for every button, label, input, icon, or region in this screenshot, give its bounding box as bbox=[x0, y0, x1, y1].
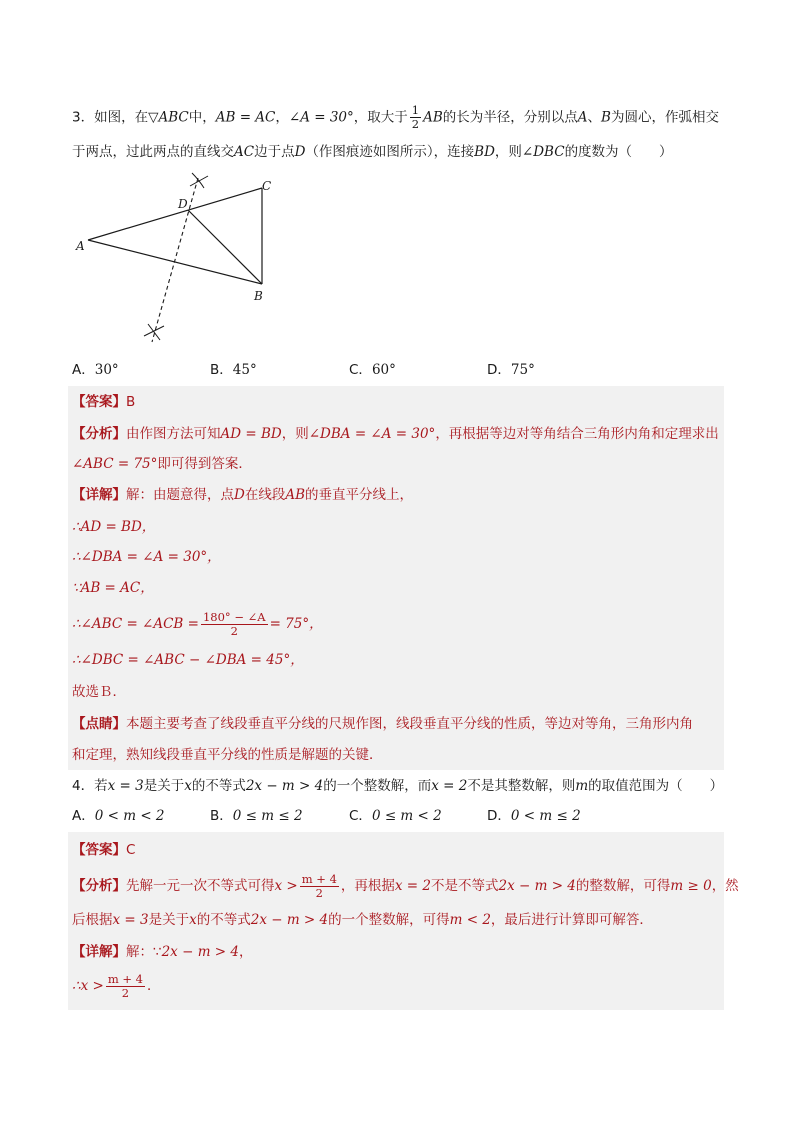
fraction-m4: $\frac{m + 4}{2}$ bbox=[301, 871, 337, 900]
math: A bbox=[577, 109, 588, 126]
q3-detail-line1: 【详解】解：由题意得，点D在线段AB的垂直平分线上， bbox=[72, 487, 413, 503]
text: 边于点 bbox=[254, 144, 295, 160]
q3-stem-line1 bbox=[72, 104, 724, 131]
math: AB = AC bbox=[215, 109, 276, 126]
triangle-figure bbox=[72, 168, 292, 358]
q3-step6: 故选Ｂ． bbox=[72, 684, 126, 700]
fraction-m4-detail: $\frac{m + 4}{2}$ bbox=[107, 971, 143, 1000]
q3-option-b[interactable]: B．45° bbox=[210, 362, 257, 378]
q3-step4: ∴∠ABC = ∠ACB = $\frac{180^\circ - \angle A}{2}$ = 75°， bbox=[72, 609, 323, 638]
q4-option-b[interactable]: B．0 ≤ m ≤ 2 bbox=[210, 808, 303, 824]
q4-step1: ∴x > $\frac{m + 4}{2}$ ． bbox=[72, 971, 161, 1000]
math: B bbox=[601, 109, 611, 126]
fraction-angle: $\frac{180^\circ - \angle A}{2}$ bbox=[202, 609, 266, 638]
q3-answer bbox=[72, 392, 724, 412]
q4-option-d[interactable]: D．0 < m ≤ 2 bbox=[487, 808, 581, 824]
math: D bbox=[294, 144, 306, 160]
q3-step3: ∵AB = AC， bbox=[72, 580, 154, 596]
text: 的度数为（ ） bbox=[564, 144, 673, 160]
math: ∠DBC bbox=[521, 144, 565, 160]
q3-stem-line2 bbox=[72, 142, 724, 162]
text: （作图痕迹如图所示），连接 bbox=[305, 144, 475, 160]
detail-tag: 【详解】 bbox=[72, 487, 126, 503]
math: AC bbox=[234, 144, 255, 160]
label-a: A bbox=[76, 239, 85, 253]
label-c: C bbox=[262, 179, 272, 193]
text: ，取大于 bbox=[353, 109, 408, 126]
math: BD bbox=[474, 144, 495, 160]
text: ， bbox=[275, 109, 289, 126]
question-number: 4． bbox=[72, 778, 95, 794]
answer-tag: 【答案】 bbox=[72, 394, 126, 410]
segment-bd bbox=[188, 210, 262, 284]
q3-step2: ∴∠DBA = ∠A = 30°， bbox=[72, 549, 221, 565]
fraction-half: $\frac{1}{2}$ bbox=[411, 103, 420, 131]
text: 如图，在 bbox=[94, 109, 149, 126]
analysis-tag: 【分析】 bbox=[72, 878, 126, 894]
q4-detail-line1: 【详解】解：∵2x − m > 4， bbox=[72, 944, 253, 960]
perpendicular-bisector bbox=[152, 178, 198, 342]
point-tag: 【点睛】 bbox=[72, 716, 126, 732]
analysis-tag: 【分析】 bbox=[72, 426, 126, 442]
label-d: D bbox=[178, 197, 188, 211]
q4-stem: 4．若x = 3是关于x的不等式2x − m > 4的一个整数解，而x = 2不是其整数解，则m的取值范围为（ ） bbox=[72, 778, 724, 794]
q3-option-a[interactable]: A．30° bbox=[72, 362, 119, 378]
q4-answer bbox=[72, 840, 724, 860]
q4-option-a[interactable]: A．0 < m < 2 bbox=[72, 808, 165, 824]
q3-analysis-line1: 【分析】由作图方法可知AD = BD，则∠DBA = ∠A = 30°，再根据等边对等角结合三角形内角和定理求出 bbox=[72, 426, 719, 442]
answer-tag: 【答案】 bbox=[72, 842, 126, 858]
q4-analysis-line1: 【分析】先解一元一次不等式可得x > $\frac{m + 4}{2}$ ，再根据x = 2不是不等式2x − m > 4的整数解，可得m ≥ 0，然 bbox=[72, 871, 739, 900]
segment-ac bbox=[88, 188, 262, 240]
arc-bottom-2 bbox=[148, 324, 160, 340]
q3-analysis-line2: ∠ABC = 75°即可得到答案． bbox=[72, 456, 252, 472]
text: 、 bbox=[587, 109, 602, 126]
math: ∠A = 30° bbox=[288, 109, 354, 126]
text: 于两点，过此两点的直线交 bbox=[72, 144, 234, 160]
answer-value: B bbox=[126, 394, 136, 410]
q3-point-line1: 【点睛】本题主要考查了线段垂直平分线的尺规作图，线段垂直平分线的性质，等边对等角，三角形内角 bbox=[72, 716, 693, 732]
q3-step5: ∴∠DBC = ∠ABC − ∠DBA = 45°， bbox=[72, 652, 304, 668]
q3-point-line2: 和定理，熟知线段垂直平分线的性质是解题的关键． bbox=[72, 747, 383, 763]
text: 为圆心，作弧相交 bbox=[610, 109, 719, 126]
math: ▽ABC bbox=[148, 109, 189, 126]
q3-step1: ∴AD = BD， bbox=[72, 519, 156, 535]
answer-value: C bbox=[126, 842, 136, 858]
question-number: 3． bbox=[72, 109, 95, 126]
q3-option-d[interactable]: D．75° bbox=[487, 362, 535, 378]
math: AB bbox=[423, 109, 443, 126]
arc-top-2 bbox=[192, 173, 204, 188]
text: 的长为半径，分别以点 bbox=[442, 109, 578, 126]
q3-option-c[interactable]: C．60° bbox=[349, 362, 396, 378]
detail-tag: 【详解】 bbox=[72, 944, 126, 960]
q4-analysis-line2: 后根据x = 3是关于x的不等式2x − m > 4的一个整数解，可得m < 2，最后进行计算即可解答． bbox=[72, 912, 653, 928]
label-b: B bbox=[254, 289, 263, 303]
q4-option-c[interactable]: C．0 ≤ m < 2 bbox=[349, 808, 442, 824]
text: 中， bbox=[188, 109, 216, 126]
text: ，则 bbox=[494, 144, 522, 160]
